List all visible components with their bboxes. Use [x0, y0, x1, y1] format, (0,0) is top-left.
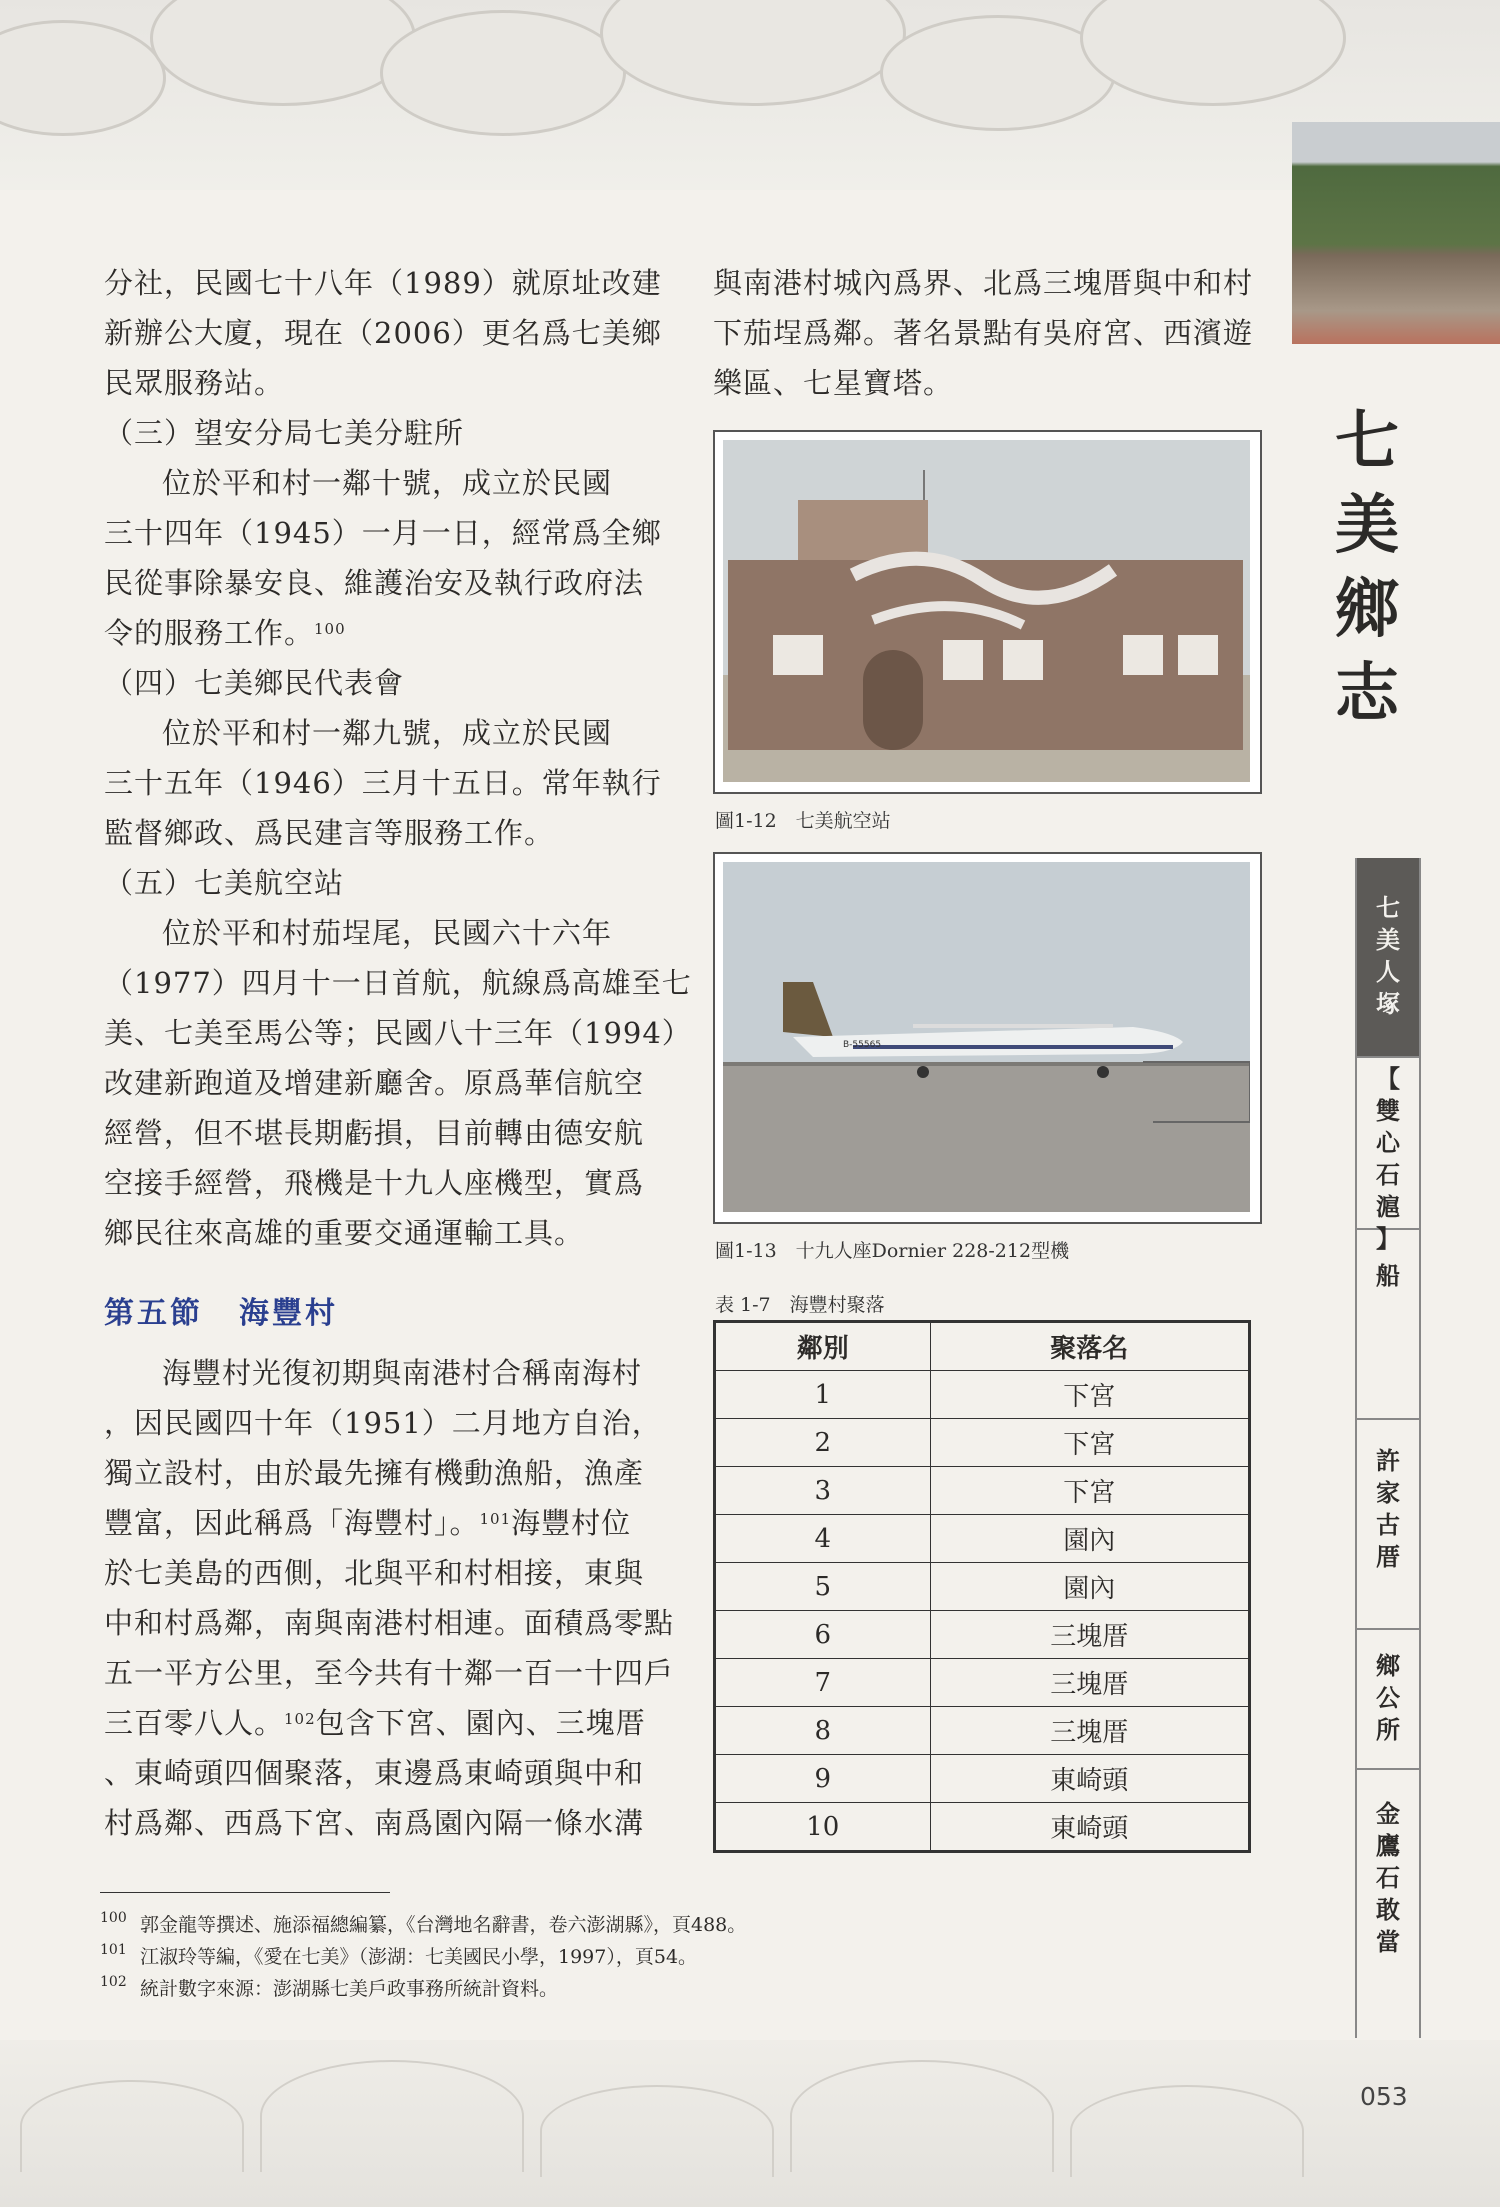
tab-char: 厝	[1376, 1542, 1400, 1571]
table-row	[715, 1515, 1250, 1563]
subheading: （四）七美鄉民代表會	[104, 666, 405, 700]
table-cell: 8	[715, 1707, 931, 1755]
footnote-number: 102	[100, 1974, 127, 1990]
table-cell: 下宮	[930, 1419, 1249, 1467]
table-header-row	[715, 1322, 1250, 1371]
text-line: 位於平和村茄埕尾，民國六十六年	[162, 916, 613, 950]
text-line: 改建新跑道及增建新廳舍。原爲華信航空	[104, 1066, 645, 1100]
tab-char: 所	[1376, 1715, 1400, 1744]
tab-char: 當	[1376, 1927, 1400, 1956]
table-cell: 下宮	[930, 1467, 1249, 1515]
text-line: 鄉民往來高雄的重要交通運輸工具。	[104, 1216, 585, 1250]
table-cell: 下宮	[930, 1371, 1249, 1419]
wave-ornament	[540, 2085, 774, 2177]
tab-char: 雙	[1376, 1096, 1400, 1125]
table-cell: 三塊厝	[930, 1611, 1249, 1659]
text-fragment: 海豐村位	[511, 1506, 632, 1540]
section-name: 海豐村	[239, 1296, 338, 1331]
text-line: 村爲鄰、西爲下宮、南爲園內隔一條水溝	[104, 1806, 645, 1840]
table-cell: 2	[715, 1419, 931, 1467]
tab-char: 船	[1376, 1261, 1400, 1290]
book-title-char: 七	[1335, 404, 1399, 479]
table-row	[715, 1659, 1250, 1707]
top-cloud-band	[0, 0, 1500, 190]
wave-ornament	[20, 2080, 244, 2172]
tab-char: 鄉	[1376, 1651, 1400, 1680]
text-line: 獨立設村，由於最先擁有機動漁船，漁產	[104, 1456, 645, 1490]
text-line: （1977）四月十一日首航，航線爲高雄至七	[104, 966, 692, 1000]
text-line	[104, 1698, 674, 1748]
text-line: 下茄埕爲鄰。著名景點有吳府宮、西濱遊	[713, 316, 1254, 350]
section-title	[104, 1288, 374, 1332]
table-cell: 6	[715, 1611, 931, 1659]
table-cell: 三塊厝	[930, 1659, 1249, 1707]
text-fragment: 包含下宮、園內、三塊厝	[315, 1706, 646, 1740]
text-line: 經營，但不堪長期虧損，目前轉由德安航	[104, 1116, 645, 1150]
book-title	[1335, 400, 1399, 736]
table-cell: 9	[715, 1755, 931, 1803]
figure-airport-photo	[713, 430, 1262, 794]
table-cell: 10	[715, 1803, 931, 1852]
column-header: 聚落名	[930, 1322, 1249, 1371]
text-line: 民眾服務站。	[104, 366, 285, 400]
table-cell: 東崎頭	[930, 1755, 1249, 1803]
cloud-ornament	[600, 0, 906, 106]
tab-char: 金	[1376, 1799, 1400, 1828]
sidebar-tab-boat[interactable]	[1357, 1230, 1419, 1420]
text-line	[104, 608, 692, 658]
text-line: 與南港村城內爲界、北爲三塊厝與中和村	[713, 266, 1254, 300]
tab-char: 七	[1376, 893, 1400, 922]
left-column	[104, 258, 692, 1258]
footnote-text: 江淑玲等編，《愛在七美》（澎湖：七美國民小學，1997），頁54。	[140, 1946, 698, 1968]
text-line: 分社，民國七十八年（1989）就原址改建	[104, 266, 662, 300]
text-line: 美、七美至馬公等；民國八十三年（1994）	[104, 1016, 692, 1050]
table-row	[715, 1467, 1250, 1515]
sidebar-tab-hsu-family-house[interactable]	[1357, 1420, 1419, 1630]
table-cell: 4	[715, 1515, 931, 1563]
table-row	[715, 1707, 1250, 1755]
text-line: 民從事除暴安良、維護治安及執行政府法	[104, 566, 645, 600]
tab-char: 公	[1376, 1683, 1400, 1712]
corner-photo	[1292, 122, 1500, 344]
footnote-ref[interactable]: 100	[314, 620, 346, 638]
table-row	[715, 1803, 1250, 1852]
footnote-rule	[100, 1892, 390, 1893]
table-cell: 7	[715, 1659, 931, 1707]
figure-caption: 圖1-12 七美航空站	[715, 810, 891, 832]
tab-char: 古	[1376, 1510, 1400, 1539]
column-header: 鄰別	[715, 1322, 931, 1371]
table-row	[715, 1419, 1250, 1467]
tab-char: 美	[1376, 925, 1400, 954]
footnote	[100, 1910, 746, 1937]
text-line: 樂區、七星寶塔。	[713, 366, 954, 400]
table-cell: 園內	[930, 1515, 1249, 1563]
wave-ornament	[790, 2060, 1054, 2172]
table-caption: 表 1-7 海豐村聚落	[715, 1294, 885, 1316]
section-label: 第五節	[104, 1296, 203, 1331]
text-line: 於七美島的西側，北與平和村相接，東與	[104, 1556, 645, 1590]
text-line: ，因民國四十年（1951）二月地方自治，	[104, 1406, 662, 1440]
cloud-ornament	[0, 20, 166, 136]
figure-caption: 圖1-13 十九人座Dornier 228-212型機	[715, 1240, 1070, 1262]
cloud-ornament	[380, 10, 626, 136]
table-row	[715, 1611, 1250, 1659]
table-cell: 三塊厝	[930, 1707, 1249, 1755]
text-line	[104, 1498, 674, 1548]
book-title-char: 鄉	[1335, 572, 1399, 647]
tab-char: 石	[1376, 1863, 1400, 1892]
table-cell: 東崎頭	[930, 1803, 1249, 1852]
book-title-char: 志	[1335, 656, 1399, 731]
section-body	[104, 1348, 674, 1848]
text-line: 五一平方公里，至今共有十鄰一百一十四戶	[104, 1656, 675, 1690]
table-cell: 園內	[930, 1563, 1249, 1611]
figure-plane-photo	[713, 852, 1262, 1224]
text-line: 空接手經營，飛機是十九人座機型，實爲	[104, 1166, 645, 1200]
sidebar-tab-seven-beauties-tomb[interactable]	[1357, 858, 1419, 1058]
sidebar-tab-township-office[interactable]	[1357, 1630, 1419, 1770]
wave-ornament	[1070, 2085, 1304, 2177]
book-title-char: 美	[1335, 488, 1399, 563]
footnote-ref[interactable]: 101	[479, 1510, 512, 1528]
tab-char: 鷹	[1376, 1831, 1400, 1860]
cloud-ornament	[150, 0, 416, 106]
text-fragment: 三百零八人。	[104, 1706, 285, 1740]
page-number: 053	[1360, 2082, 1408, 2111]
table-row	[715, 1755, 1250, 1803]
table-cell: 3	[715, 1467, 931, 1515]
sidebar-tab-twin-hearts-weir[interactable]	[1357, 1058, 1419, 1253]
bottom-wave-band	[0, 2040, 1500, 2207]
tab-char: 許	[1376, 1446, 1400, 1475]
text-line: 監督鄉政、爲民建言等服務工作。	[104, 816, 555, 850]
text-line: 位於平和村一鄰十號，成立於民國	[162, 466, 613, 500]
text-fragment: 豐富，因此稱爲「海豐村」。	[104, 1506, 480, 1540]
footnote-number: 100	[100, 1910, 127, 1926]
tab-char: 】	[1376, 1224, 1400, 1253]
text-line: 三十五年（1946）三月十五日。常年執行	[104, 766, 662, 800]
footnote-text: 郭金龍等撰述、施添福總編纂，《台灣地名辭書，卷六澎湖縣》，頁488。	[140, 1914, 747, 1936]
footnote-text: 統計數字來源：澎湖縣七美戶政事務所統計資料。	[140, 1978, 559, 2000]
sidebar-tab-eagle-stone[interactable]	[1357, 1770, 1419, 1980]
text-line: 、東崎頭四個聚落，東邊爲東崎頭與中和	[104, 1756, 645, 1790]
cloud-ornament	[1080, 0, 1346, 106]
plane-registration: B-55565	[843, 1040, 882, 1050]
wave-ornament	[260, 2060, 524, 2172]
footnote	[100, 1974, 558, 2001]
subheading: （五）七美航空站	[104, 866, 345, 900]
table-row	[715, 1371, 1250, 1419]
tab-char: 【	[1376, 1064, 1400, 1093]
tab-char: 塚	[1376, 989, 1400, 1018]
text-line: 海豐村光復初期與南港村合稱南海村	[162, 1356, 643, 1390]
airport-terminal-image	[723, 440, 1250, 782]
tab-char: 心	[1376, 1128, 1400, 1157]
tab-char: 人	[1376, 957, 1400, 986]
text-line: 三十四年（1945）一月一日，經常爲全鄉	[104, 516, 662, 550]
table-cell: 5	[715, 1563, 931, 1611]
text-fragment: 令的服務工作。	[104, 616, 315, 650]
dornier-plane-image	[723, 862, 1250, 1212]
tab-char: 滬	[1376, 1192, 1400, 1221]
chapter-sidebar	[1355, 858, 1421, 2038]
table-cell: 1	[715, 1371, 931, 1419]
table-row	[715, 1563, 1250, 1611]
settlement-table	[713, 1320, 1251, 1853]
subheading: （三）望安分局七美分駐所	[104, 416, 465, 450]
tab-char: 家	[1376, 1478, 1400, 1507]
tab-char: 敢	[1376, 1895, 1400, 1924]
text-line: 位於平和村一鄰九號，成立於民國	[162, 716, 613, 750]
text-line: 中和村爲鄰，南與南港村相連。面積爲零點	[104, 1606, 675, 1640]
text-line: 新辦公大廈，現在（2006）更名爲七美鄉	[104, 316, 662, 350]
footnote-ref[interactable]: 102	[284, 1710, 316, 1728]
right-column	[713, 258, 1253, 408]
tab-char: 石	[1376, 1160, 1400, 1189]
footnote	[100, 1942, 697, 1969]
footnote-number: 101	[100, 1942, 127, 1958]
